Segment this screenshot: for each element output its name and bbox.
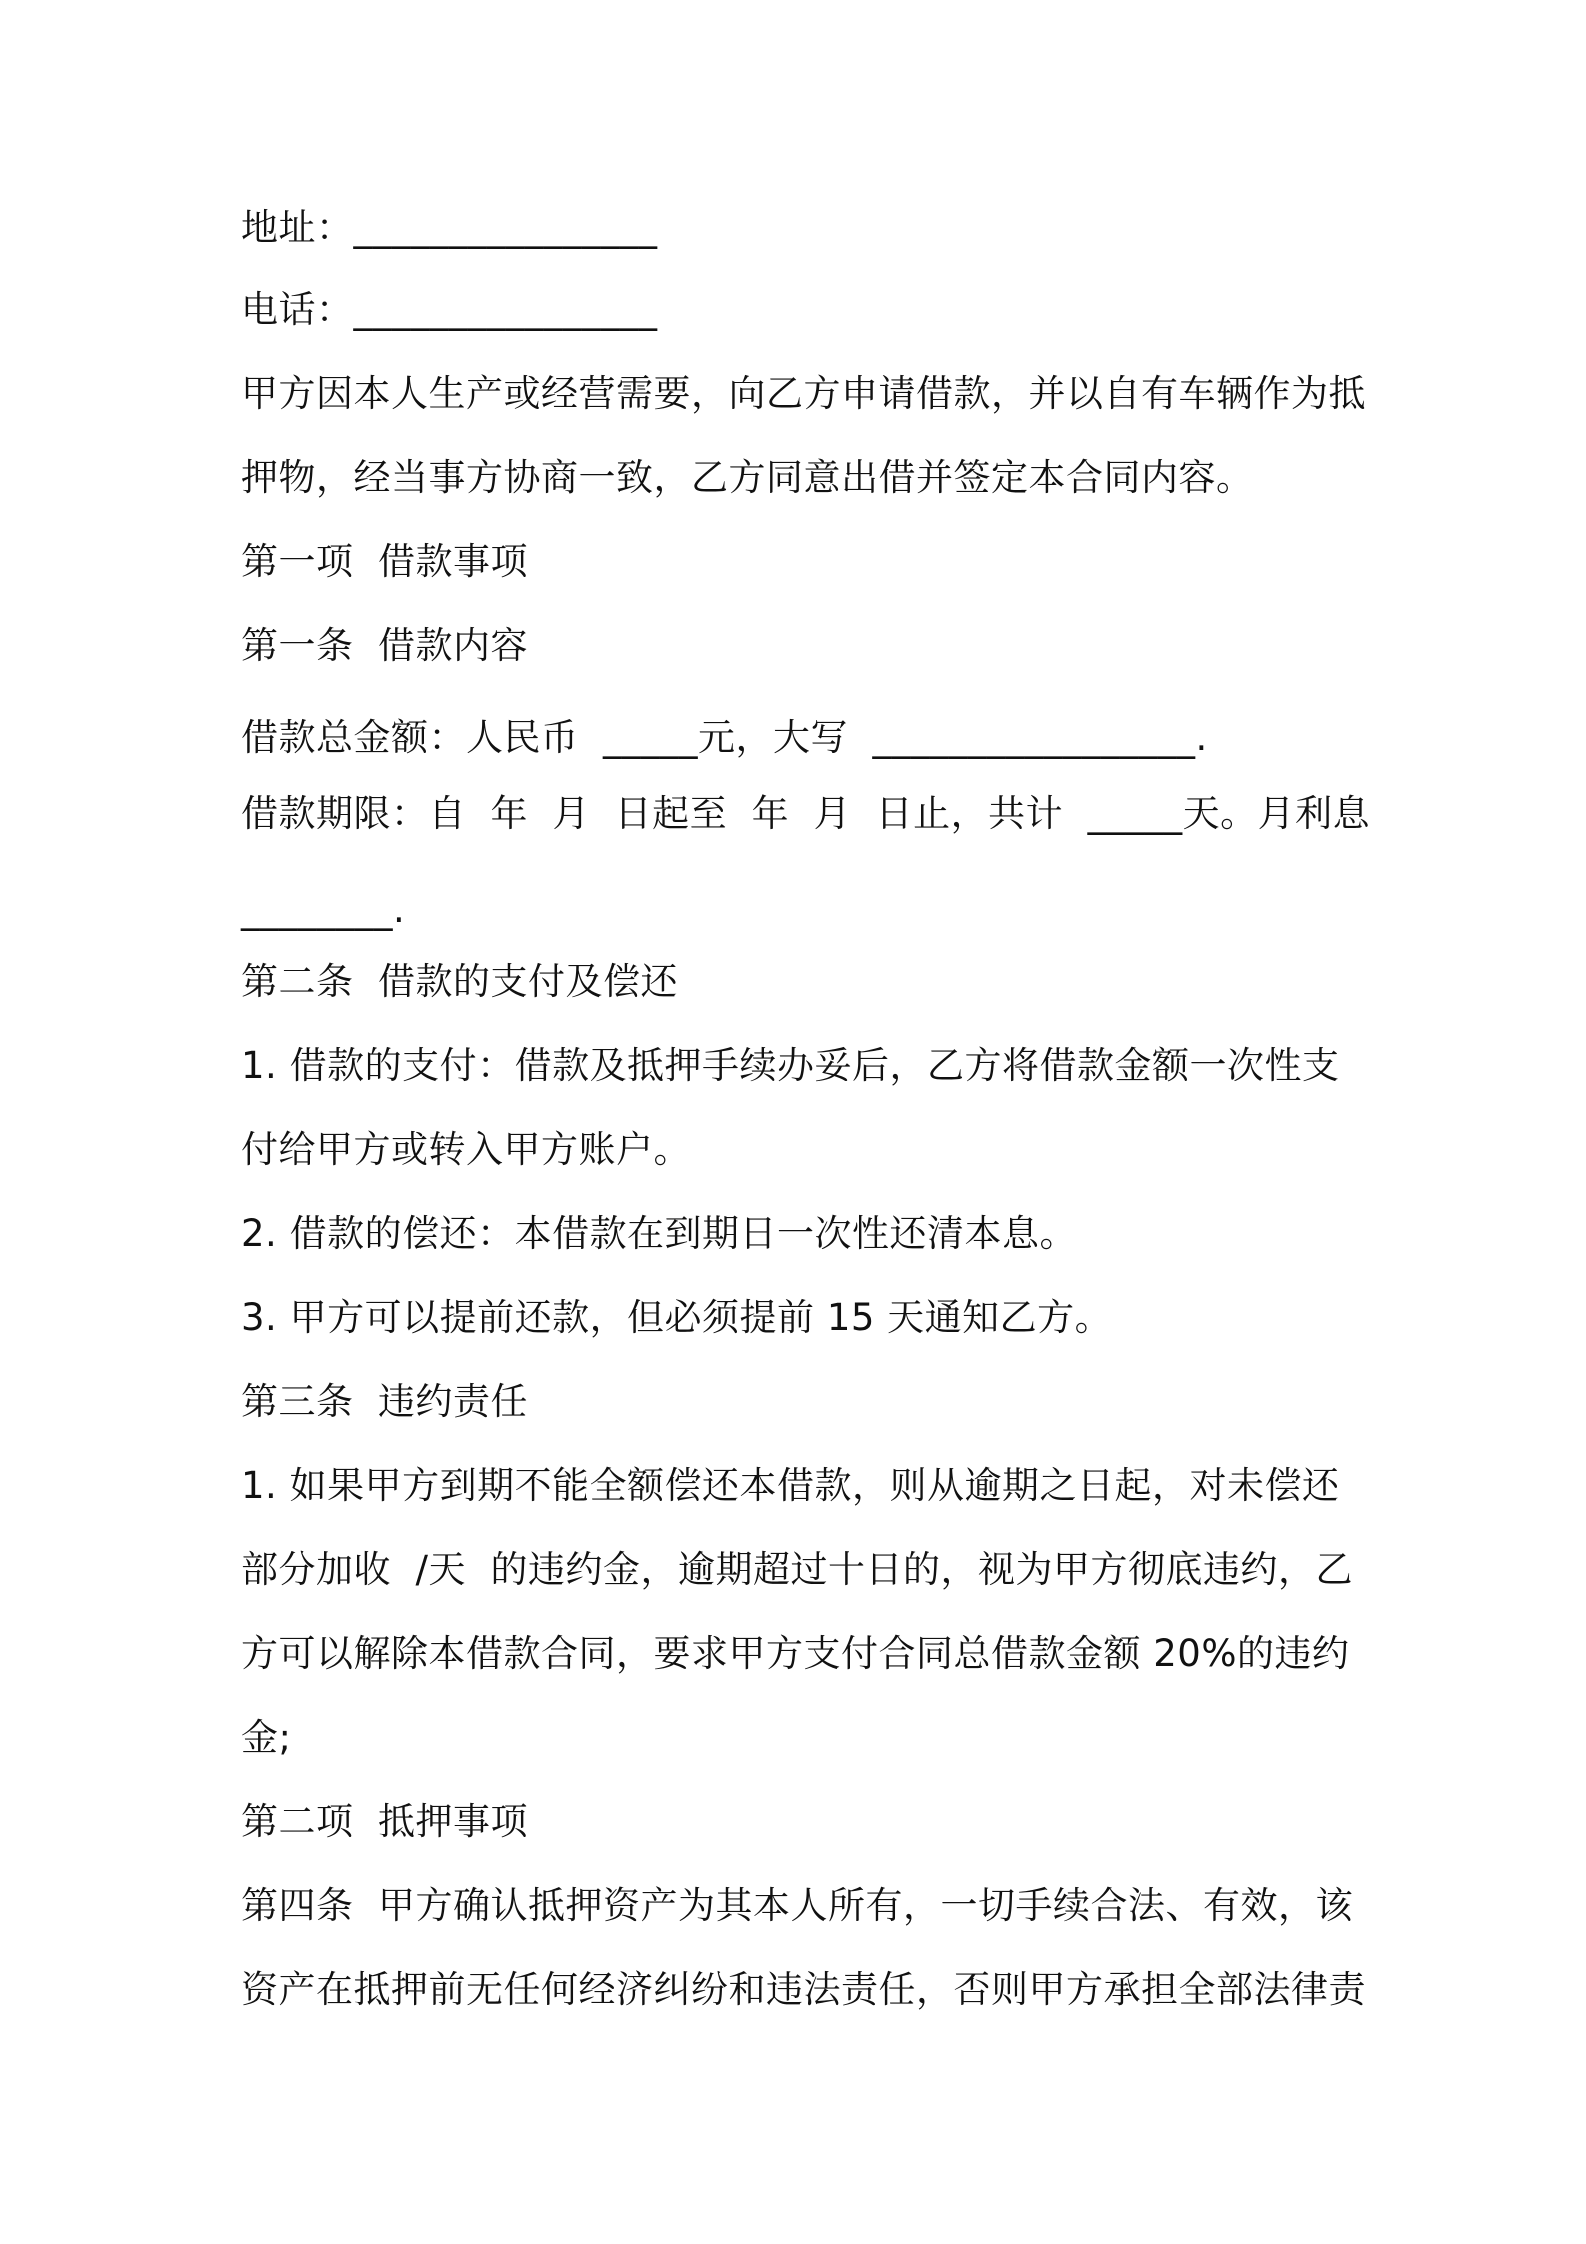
payment-line-1: 1. 借款的支付：借款及抵押手续办妥后，乙方将借款金额一次性支 [241,1044,1340,1087]
loan-term-line: 借款期限：自 年 月 日起至 年 月 日止，共计 _____天。月利息 [241,792,1371,835]
article-heading-3: 第三条 违约责任 [241,1380,529,1423]
section-heading-1: 第一项 借款事项 [241,540,529,583]
intro-line-1: 甲方因本人生产或经营需要，向乙方申请借款，并以自有车辆作为抵 [241,372,1366,415]
section-heading-2: 第二项 抵押事项 [241,1800,529,1843]
article-heading-2: 第二条 借款的支付及偿还 [241,960,679,1003]
repayment-line: 2. 借款的偿还：本借款在到期日一次性还清本息。 [241,1212,1078,1255]
article-4-line-1: 第四条 甲方确认抵押资产为其本人所有，一切手续合法、有效，该 [241,1884,1354,1927]
article-4-line-2: 资产在抵押前无任何经济纠纷和违法责任，否则甲方承担全部法律责 [241,1968,1366,2011]
loan-amount-line: 借款总金额：人民币 _____元，大写 _________________. [241,716,1208,759]
breach-line-2: 部分加收 /天 的违约金，逾期超过十日的，视为甲方彻底违约，乙 [241,1548,1354,1591]
monthly-interest-line: ________. [241,888,406,931]
breach-line-1: 1. 如果甲方到期不能全额偿还本借款，则从逾期之日起，对未偿还 [241,1464,1340,1507]
payment-line-2: 付给甲方或转入甲方账户。 [241,1128,691,1171]
breach-line-4: 金; [241,1716,292,1759]
breach-line-3: 方可以解除本借款合同，要求甲方支付合同总借款金额 20%的违约 [241,1632,1350,1675]
address-line: 地址：________________ [241,206,658,249]
intro-line-2: 押物，经当事方协商一致，乙方同意出借并签定本合同内容。 [241,456,1254,499]
article-heading-1: 第一条 借款内容 [241,624,529,667]
phone-line: 电话：________________ [241,288,658,331]
early-repayment-line: 3. 甲方可以提前还款，但必须提前 15 天通知乙方。 [241,1296,1113,1339]
